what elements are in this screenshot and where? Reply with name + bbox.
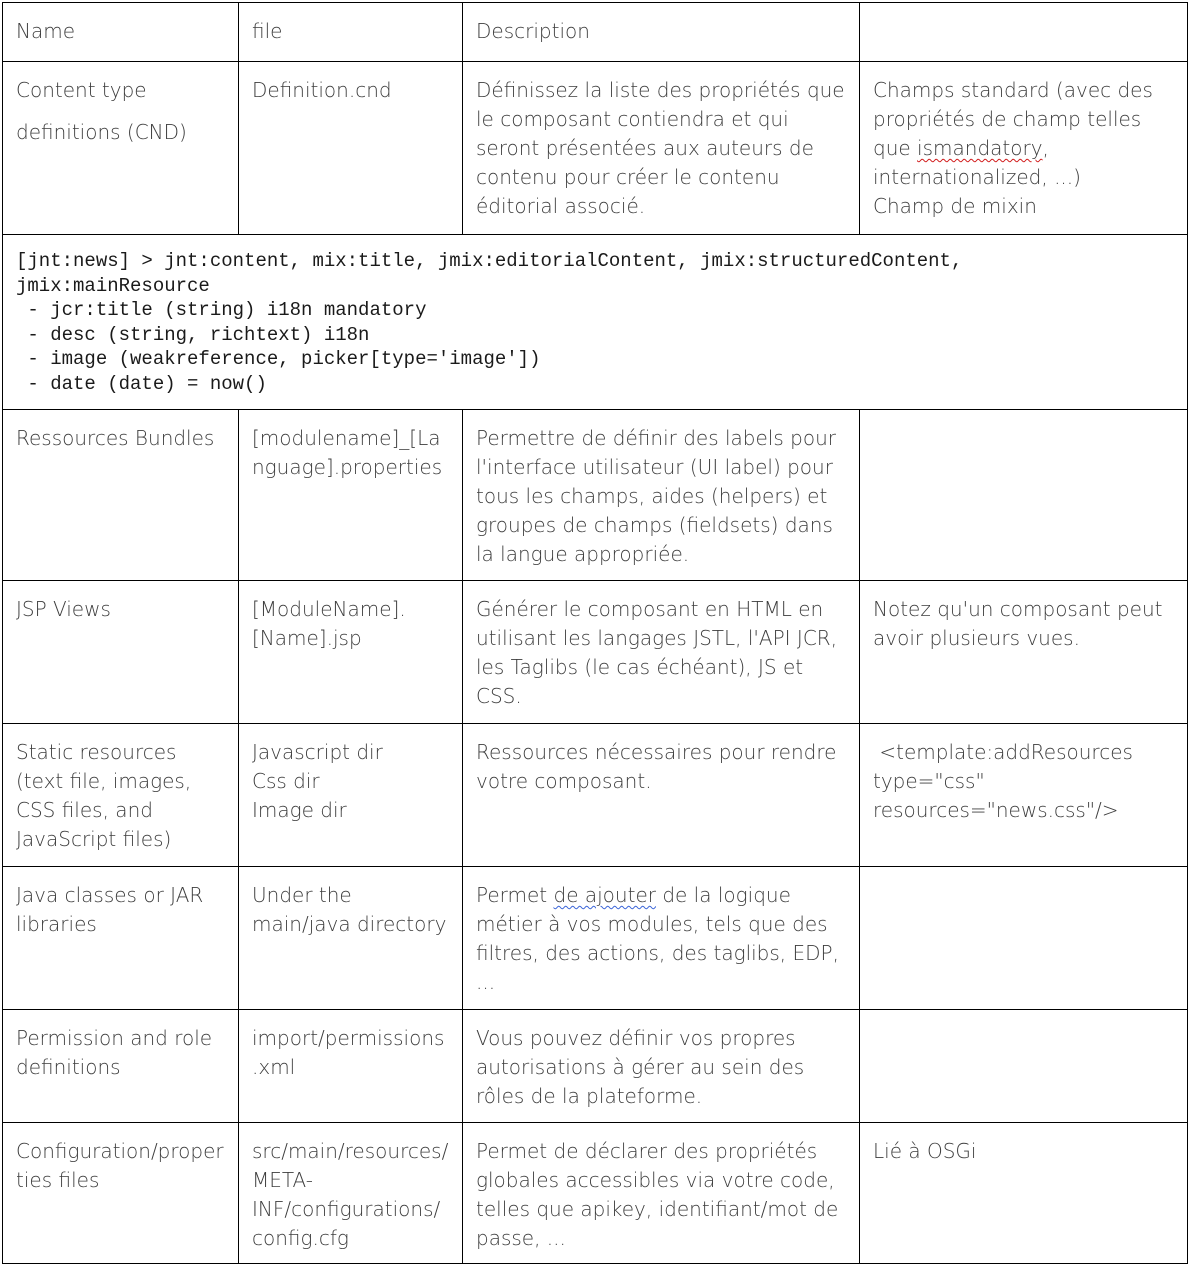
table-row: [3, 581, 1188, 724]
components-table: [2, 2, 1188, 1264]
spellcheck-flagged-word: ismandatory: [917, 136, 1043, 160]
row-name: Configuration/properties files: [3, 1123, 239, 1264]
cnd-name-line-2: definitions (CND): [16, 120, 187, 144]
row-file: src/main/resources/META-INF/configurations/config.cfg: [239, 1123, 463, 1264]
grammar-flagged-phrase: de ajouter: [553, 883, 656, 907]
table-row: [3, 410, 1188, 581]
row-description: [463, 867, 860, 1010]
header-notes: [860, 3, 1188, 62]
row-description: Permet de déclarer des propriétés globales accessibles via votre code, telles que apikey, identifiant/mot de passe, ...: [463, 1123, 860, 1264]
code-row: [3, 235, 1188, 410]
code-line: - desc (string, richtext) i18n: [16, 323, 370, 346]
code-line: jmix:mainResource: [16, 274, 210, 297]
row-file: Under the main/java directory: [239, 867, 463, 1010]
code-line: - image (weakreference, picker[type='image']): [16, 348, 541, 371]
cnd-notes-prefix: Champs standard (avec des propriétés de champ telles que: [873, 78, 1153, 160]
row-name: Java classes or JAR libraries: [3, 867, 239, 1010]
table-row: [3, 1010, 1188, 1123]
cnd-name-line-1: Content type: [16, 78, 147, 102]
row-description: Vous pouvez définir vos propres autorisations à gérer au sein des rôles de la plateforme.: [463, 1010, 860, 1123]
description-suffix: de la logique métier à vos modules, tels que des filtres, des actions, des taglibs, EDP, ...: [476, 883, 839, 994]
row-notes: Lié à OSGi: [860, 1123, 1188, 1264]
cnd-notes: [860, 62, 1188, 235]
row-name: Permission and role definitions: [3, 1010, 239, 1123]
row-name: Static resources (text file, images, CSS files, and JavaScript files): [3, 724, 239, 867]
row-notes: <template:addResources type="css" resources="news.css"/>: [860, 724, 1188, 867]
header-row: [3, 3, 1188, 62]
cnd-code-block: [3, 235, 1188, 410]
row-notes: [860, 1010, 1188, 1123]
header-description: Description: [463, 3, 860, 62]
file-line: Css dir: [252, 769, 320, 793]
row-notes: [860, 410, 1188, 581]
row-name: JSP Views: [3, 581, 239, 724]
code-line: - date (date) = now(): [16, 372, 267, 395]
row-name: Ressources Bundles: [3, 410, 239, 581]
header-file: file: [239, 3, 463, 62]
cnd-notes-suffix: , internationalized, ...): [873, 136, 1081, 189]
file-line: Javascript dir: [252, 740, 383, 764]
cnd-file: Definition.cnd: [239, 62, 463, 235]
row-description: Permettre de définir des labels pour l'interface utilisateur (UI label) pour tous les champs, aides (helpers) et groupes de champs (fieldsets) dans la langue appropriée.: [463, 410, 860, 581]
cnd-name: [3, 62, 239, 235]
row-file: [modulename]_[Language].properties: [239, 410, 463, 581]
table-row: [3, 724, 1188, 867]
table-row: [3, 867, 1188, 1010]
row-file: [239, 724, 463, 867]
row-notes: Notez qu'un composant peut avoir plusieurs vues.: [860, 581, 1188, 724]
row-file: [ModuleName].[Name].jsp: [239, 581, 463, 724]
table-row: [3, 1123, 1188, 1264]
row-description: Ressources nécessaires pour rendre votre composant.: [463, 724, 860, 867]
cnd-notes-line-2: Champ de mixin: [873, 194, 1037, 218]
row-description: Générer le composant en HTML en utilisant les langages JSTL, l'API JCR, les Taglibs (le cas échéant), JS et CSS.: [463, 581, 860, 724]
row-file: import/permissions.xml: [239, 1010, 463, 1123]
code-line: [jnt:news] > jnt:content, mix:title, jmix:editorialContent, jmix:structuredContent,: [16, 250, 963, 272]
header-name: Name: [3, 3, 239, 62]
row-notes: [860, 867, 1188, 1010]
table-row: [3, 62, 1188, 235]
code-line: - jcr:title (string) i18n mandatory: [16, 299, 427, 322]
file-line: Image dir: [252, 798, 347, 822]
cnd-description: Définissez la liste des propriétés que le composant contiendra et qui seront présentées aux auteurs de contenu pour créer le contenu éditorial associé.: [463, 62, 860, 235]
description-prefix: Permet: [476, 883, 554, 907]
